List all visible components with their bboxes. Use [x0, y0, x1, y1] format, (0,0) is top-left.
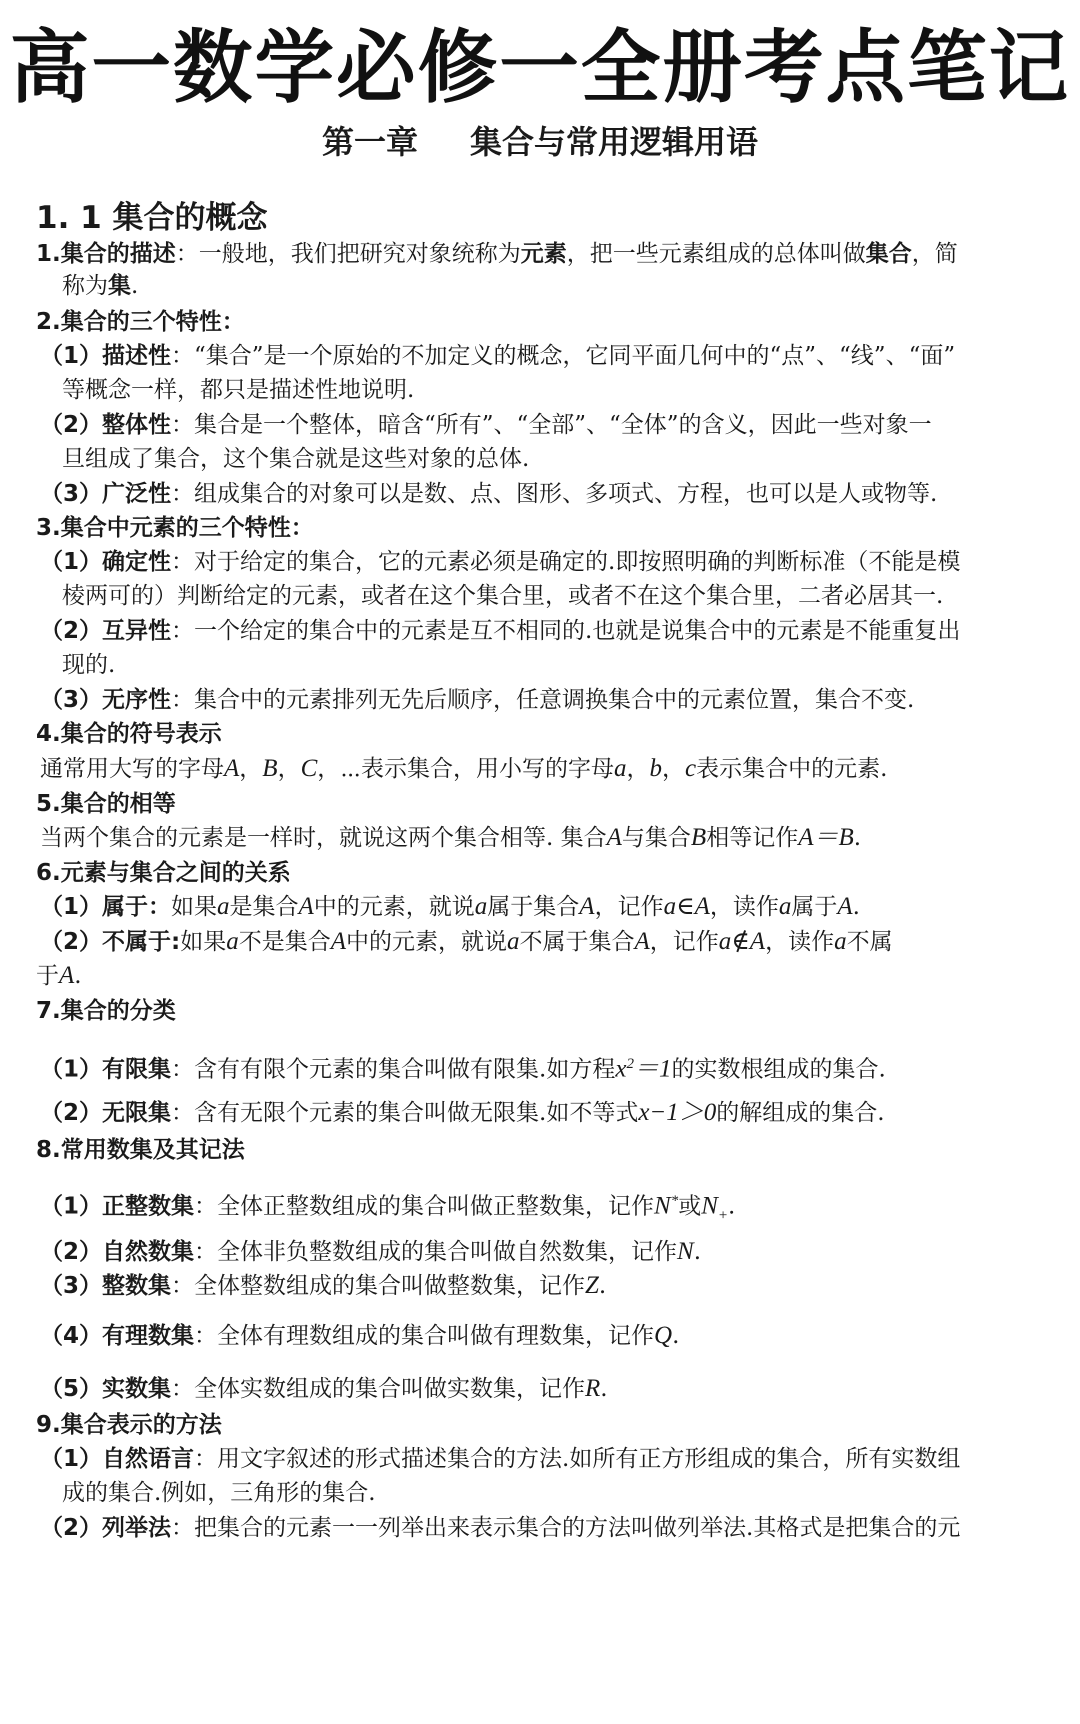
- para-3-heading: [36, 510, 314, 546]
- keyword: 元素: [520, 241, 567, 267]
- para-9-item-1: [40, 1441, 960, 1477]
- para-2-item-2: [40, 407, 932, 443]
- para-3-item-2: [40, 613, 960, 649]
- keyword: 整体性: [102, 412, 172, 438]
- para-9-item-2: [40, 1510, 960, 1546]
- para-heading: .元素与集合之间的关系: [52, 860, 291, 886]
- para-heading: .集合表示的方法: [52, 1412, 222, 1438]
- para-8-item-2: [40, 1234, 701, 1270]
- item-text: 中的元素，就说: [346, 929, 507, 955]
- keyword: 确定性: [102, 549, 172, 575]
- item-text: ：全体非负整数组成的集合叫做自然数集，记作: [194, 1239, 678, 1265]
- keyword: 互异性: [102, 618, 172, 644]
- math-symbol: A: [606, 824, 622, 851]
- para-number: 6: [36, 860, 53, 886]
- math-symbol: c: [684, 755, 697, 782]
- math-symbol: B: [262, 755, 278, 782]
- item-text: ：集合是一个整体，暗含“所有”、“全部”、“全体”的含义，因此一些对象一: [171, 412, 932, 438]
- item-mark: （3）: [40, 1273, 103, 1299]
- para-number: 5: [36, 791, 53, 817]
- item-mark: （2）: [40, 1100, 103, 1126]
- para-heading: .集合的分类: [52, 998, 176, 1024]
- para-number: 7: [36, 998, 53, 1024]
- math-relation: a∉A: [718, 928, 766, 955]
- para-text: 与集合: [621, 825, 691, 851]
- item-text: ，记作: [594, 894, 664, 920]
- item-text: 的实数根组成的集合.: [671, 1056, 886, 1083]
- math-symbol: a: [613, 755, 627, 782]
- item-text: ：全体实数组成的集合叫做实数集，记作: [171, 1376, 586, 1402]
- para-9-heading: [36, 1407, 222, 1443]
- math-symbol: Z: [585, 1272, 599, 1299]
- item-mark: （2）: [40, 1239, 103, 1265]
- para-text: 通常用大写的字母: [40, 756, 224, 782]
- item-text: ，记作: [649, 929, 719, 955]
- para-3-item-3: [40, 682, 914, 718]
- item-text: ：全体有理数组成的集合叫做有理数集，记作: [194, 1323, 655, 1349]
- item-text: .: [74, 963, 82, 989]
- math-symbol: a: [834, 928, 847, 955]
- para-9-item-1-cont: 成的集合.例如，三角形的集合.: [62, 1480, 376, 1506]
- para-heading: .集合的描述: [52, 241, 176, 267]
- item-text: 不属于集合: [519, 929, 635, 955]
- math-symbol: A: [579, 893, 595, 920]
- para-text: ：一般地，我们把研究对象统称为: [175, 241, 521, 267]
- para-7-item-2: [40, 1095, 885, 1131]
- para-8-item-5: [40, 1371, 608, 1407]
- para-text: .: [131, 273, 139, 299]
- keyword: 自然数集: [102, 1239, 195, 1265]
- item-text: 如果: [171, 894, 218, 920]
- keyword: 无序性: [102, 687, 172, 713]
- math-subscript: +: [717, 1207, 729, 1224]
- item-text: 于: [36, 963, 59, 989]
- item-text: ：对于给定的集合，它的元素必须是确定的.即按照明确的判断标准（不能是模: [171, 549, 961, 575]
- para-number: 8: [36, 1137, 53, 1163]
- para-3-item-1: [40, 544, 960, 580]
- para-1-line-2: [62, 268, 138, 304]
- item-text: .: [600, 1376, 608, 1402]
- math-symbol: R: [585, 1375, 601, 1402]
- math-symbol: N: [701, 1192, 718, 1220]
- math-equation: ＝1: [633, 1055, 672, 1083]
- item-mark: （1）: [40, 1193, 103, 1220]
- para-2-item-2-cont: 旦组成了集合，这个集合就是这些对象的总体.: [62, 446, 530, 472]
- keyword: 整数集: [102, 1273, 172, 1299]
- keyword: 不属于:: [102, 929, 181, 955]
- math-symbol: a: [217, 893, 230, 920]
- item-mark: （2）: [40, 1515, 103, 1541]
- item-text: ：全体正整数组成的集合叫做正整数集，记作: [194, 1193, 655, 1220]
- para-number: 9: [36, 1412, 53, 1438]
- para-2-heading: [36, 304, 245, 340]
- item-mark: （2）: [40, 929, 103, 955]
- para-text: ，: [277, 756, 301, 782]
- keyword: 无限集: [102, 1100, 172, 1126]
- para-3-item-2-cont: 现的.: [62, 652, 116, 678]
- para-1-line-1: [36, 236, 958, 272]
- item-mark: （1）: [40, 1056, 103, 1083]
- para-2-item-3: [40, 476, 937, 512]
- para-text: ，: [661, 756, 685, 782]
- item-text: .: [693, 1239, 702, 1265]
- item-text: ：“集合”是一个原始的不加定义的概念，它同平面几何中的“点”、“线”、“面”: [171, 343, 956, 369]
- math-symbol: a: [474, 893, 488, 920]
- item-text: 的解组成的集合.: [716, 1100, 885, 1126]
- para-4-body: [40, 751, 887, 787]
- para-number: 3: [36, 515, 53, 541]
- keyword: 实数集: [102, 1376, 172, 1402]
- para-2-item-1: [40, 338, 955, 374]
- para-heading: .常用数集及其记法: [52, 1137, 245, 1163]
- item-text: 属于: [791, 894, 838, 920]
- para-6-heading: [36, 855, 291, 891]
- item-text: .: [672, 1323, 680, 1349]
- para-2-item-1-cont: 等概念一样，都只是描述性地说明.: [62, 377, 415, 403]
- item-text: ：含有有限个元素的集合叫做有限集.如方程: [171, 1056, 616, 1083]
- para-8-heading: [36, 1132, 245, 1168]
- item-text: .: [852, 894, 860, 920]
- item-text: 不是集合: [238, 929, 331, 955]
- math-symbol: B: [690, 824, 707, 851]
- item-text: ：含有无限个元素的集合叫做无限集.如不等式: [171, 1100, 639, 1126]
- item-mark: （4）: [40, 1323, 103, 1349]
- math-relation: a∈A: [663, 893, 710, 920]
- math-symbol: A: [298, 893, 314, 920]
- math-symbol: a: [226, 928, 239, 955]
- math-symbol: N: [654, 1192, 671, 1220]
- keyword: 广泛性: [102, 481, 172, 507]
- keyword: 集合: [865, 241, 912, 267]
- keyword: 属于：: [102, 894, 172, 920]
- para-text: 表示集合中的元素.: [696, 756, 888, 782]
- item-mark: （2）: [40, 618, 103, 644]
- keyword: 自然语言: [102, 1446, 195, 1472]
- para-5-body: [40, 820, 861, 856]
- para-heading: .集合的符号表示: [52, 721, 222, 747]
- item-mark: （1）: [40, 1446, 103, 1472]
- math-symbol: A: [224, 755, 240, 782]
- item-text: 是集合: [229, 894, 299, 920]
- para-text: 称为: [62, 273, 108, 299]
- math-symbol: x: [615, 1055, 627, 1083]
- para-heading: .集合的三个特性：: [52, 309, 245, 335]
- section-title: 1. 1 集合的概念: [36, 200, 268, 236]
- page-title: 高一数学必修一全册考点笔记: [9, 21, 1071, 114]
- para-number: 4: [36, 721, 53, 747]
- keyword: 有限集: [102, 1056, 172, 1083]
- math-symbol: A: [837, 893, 853, 920]
- item-text: 如果: [180, 929, 227, 955]
- keyword: 描述性: [102, 343, 172, 369]
- item-mark: （1）: [40, 894, 103, 920]
- para-text: ，: [626, 756, 650, 782]
- para-5-heading: [36, 786, 176, 822]
- item-text: 属于集合: [487, 894, 580, 920]
- chapter-heading: [0, 120, 1080, 164]
- math-superscript: *: [670, 1193, 679, 1209]
- item-mark: （1）: [40, 549, 103, 575]
- chapter-number: 第一章: [321, 123, 418, 161]
- item-text: ：组成集合的对象可以是数、点、图形、多项式、方程，也可以是人或物等.: [171, 481, 938, 507]
- item-mark: （3）: [40, 687, 103, 713]
- math-symbol: a: [507, 928, 520, 955]
- para-number: 1: [36, 241, 53, 267]
- math-symbol: Q: [654, 1322, 673, 1349]
- math-symbol: A: [634, 928, 650, 955]
- item-text: .: [728, 1193, 736, 1220]
- math-symbol: a: [778, 893, 792, 920]
- item-text: 或: [678, 1193, 702, 1220]
- chapter-name: 集合与常用逻辑用语: [470, 123, 759, 161]
- para-text: ，把一些元素组成的总体叫做: [566, 241, 866, 267]
- item-text: ：一个给定的集合中的元素是互不相同的.也就是说集合中的元素是不能重复出: [171, 618, 961, 644]
- item-text: .: [598, 1273, 607, 1299]
- item-text: ：把集合的元素一一列举出来表示集合的方法叫做列举法.其格式是把集合的元: [171, 1515, 961, 1541]
- para-6-item-1: [40, 889, 860, 925]
- item-text: ：集合中的元素排列无先后顺序，任意调换集合中的元素位置，集合不变.: [171, 687, 915, 713]
- para-6-item-2-cont: [36, 958, 82, 994]
- para-8-item-4: [40, 1318, 679, 1354]
- para-8-item-3: [40, 1268, 606, 1304]
- para-heading: .集合中元素的三个特性：: [52, 515, 314, 541]
- math-equation: A＝B: [798, 824, 854, 851]
- math-symbol: N: [677, 1238, 694, 1265]
- para-7-heading: [36, 993, 176, 1029]
- item-text: ：用文字叙述的形式描述集合的方法.如所有正方形组成的集合，所有实数组: [194, 1446, 961, 1472]
- item-mark: （3）: [40, 481, 103, 507]
- para-text: 相等记作: [706, 825, 799, 851]
- item-text: 不属: [846, 929, 893, 955]
- math-symbol: C: [300, 755, 318, 782]
- keyword: 集: [108, 273, 131, 299]
- para-text: ，简: [911, 241, 958, 267]
- para-7-item-1: [40, 1046, 886, 1088]
- para-heading: .集合的相等: [52, 791, 176, 817]
- item-text: ，读作: [765, 929, 835, 955]
- para-6-item-2: [40, 924, 893, 960]
- item-text: 中的元素，就说: [313, 894, 475, 920]
- keyword: 有理数集: [102, 1323, 195, 1349]
- para-text: ，⋯表示集合，用小写的字母: [317, 756, 614, 782]
- math-inequality: x−1＞0: [638, 1099, 717, 1126]
- para-4-heading: [36, 716, 222, 752]
- math-symbol: A: [330, 928, 346, 955]
- para-number: 2: [36, 309, 53, 335]
- keyword: 正整数集: [102, 1193, 195, 1220]
- item-text: ，读作: [709, 894, 779, 920]
- item-mark: （2）: [40, 412, 103, 438]
- para-text: 当两个集合的元素是一样时，就说这两个集合相等. 集合: [40, 825, 607, 851]
- item-mark: （1）: [40, 343, 103, 369]
- keyword: 列举法: [102, 1515, 172, 1541]
- para-text: .: [853, 825, 862, 851]
- math-symbol: b: [649, 755, 662, 782]
- math-symbol: A: [59, 962, 75, 989]
- math-exponent: 2: [626, 1056, 634, 1072]
- item-mark: （5）: [40, 1376, 103, 1402]
- para-text: ，: [239, 756, 263, 782]
- item-text: ：全体整数组成的集合叫做整数集，记作: [171, 1273, 586, 1299]
- para-3-item-1-cont: 棱两可的）判断给定的元素，或者在这个集合里，或者不在这个集合里，二者必居其一.: [62, 583, 944, 609]
- para-8-item-1: [40, 1183, 735, 1233]
